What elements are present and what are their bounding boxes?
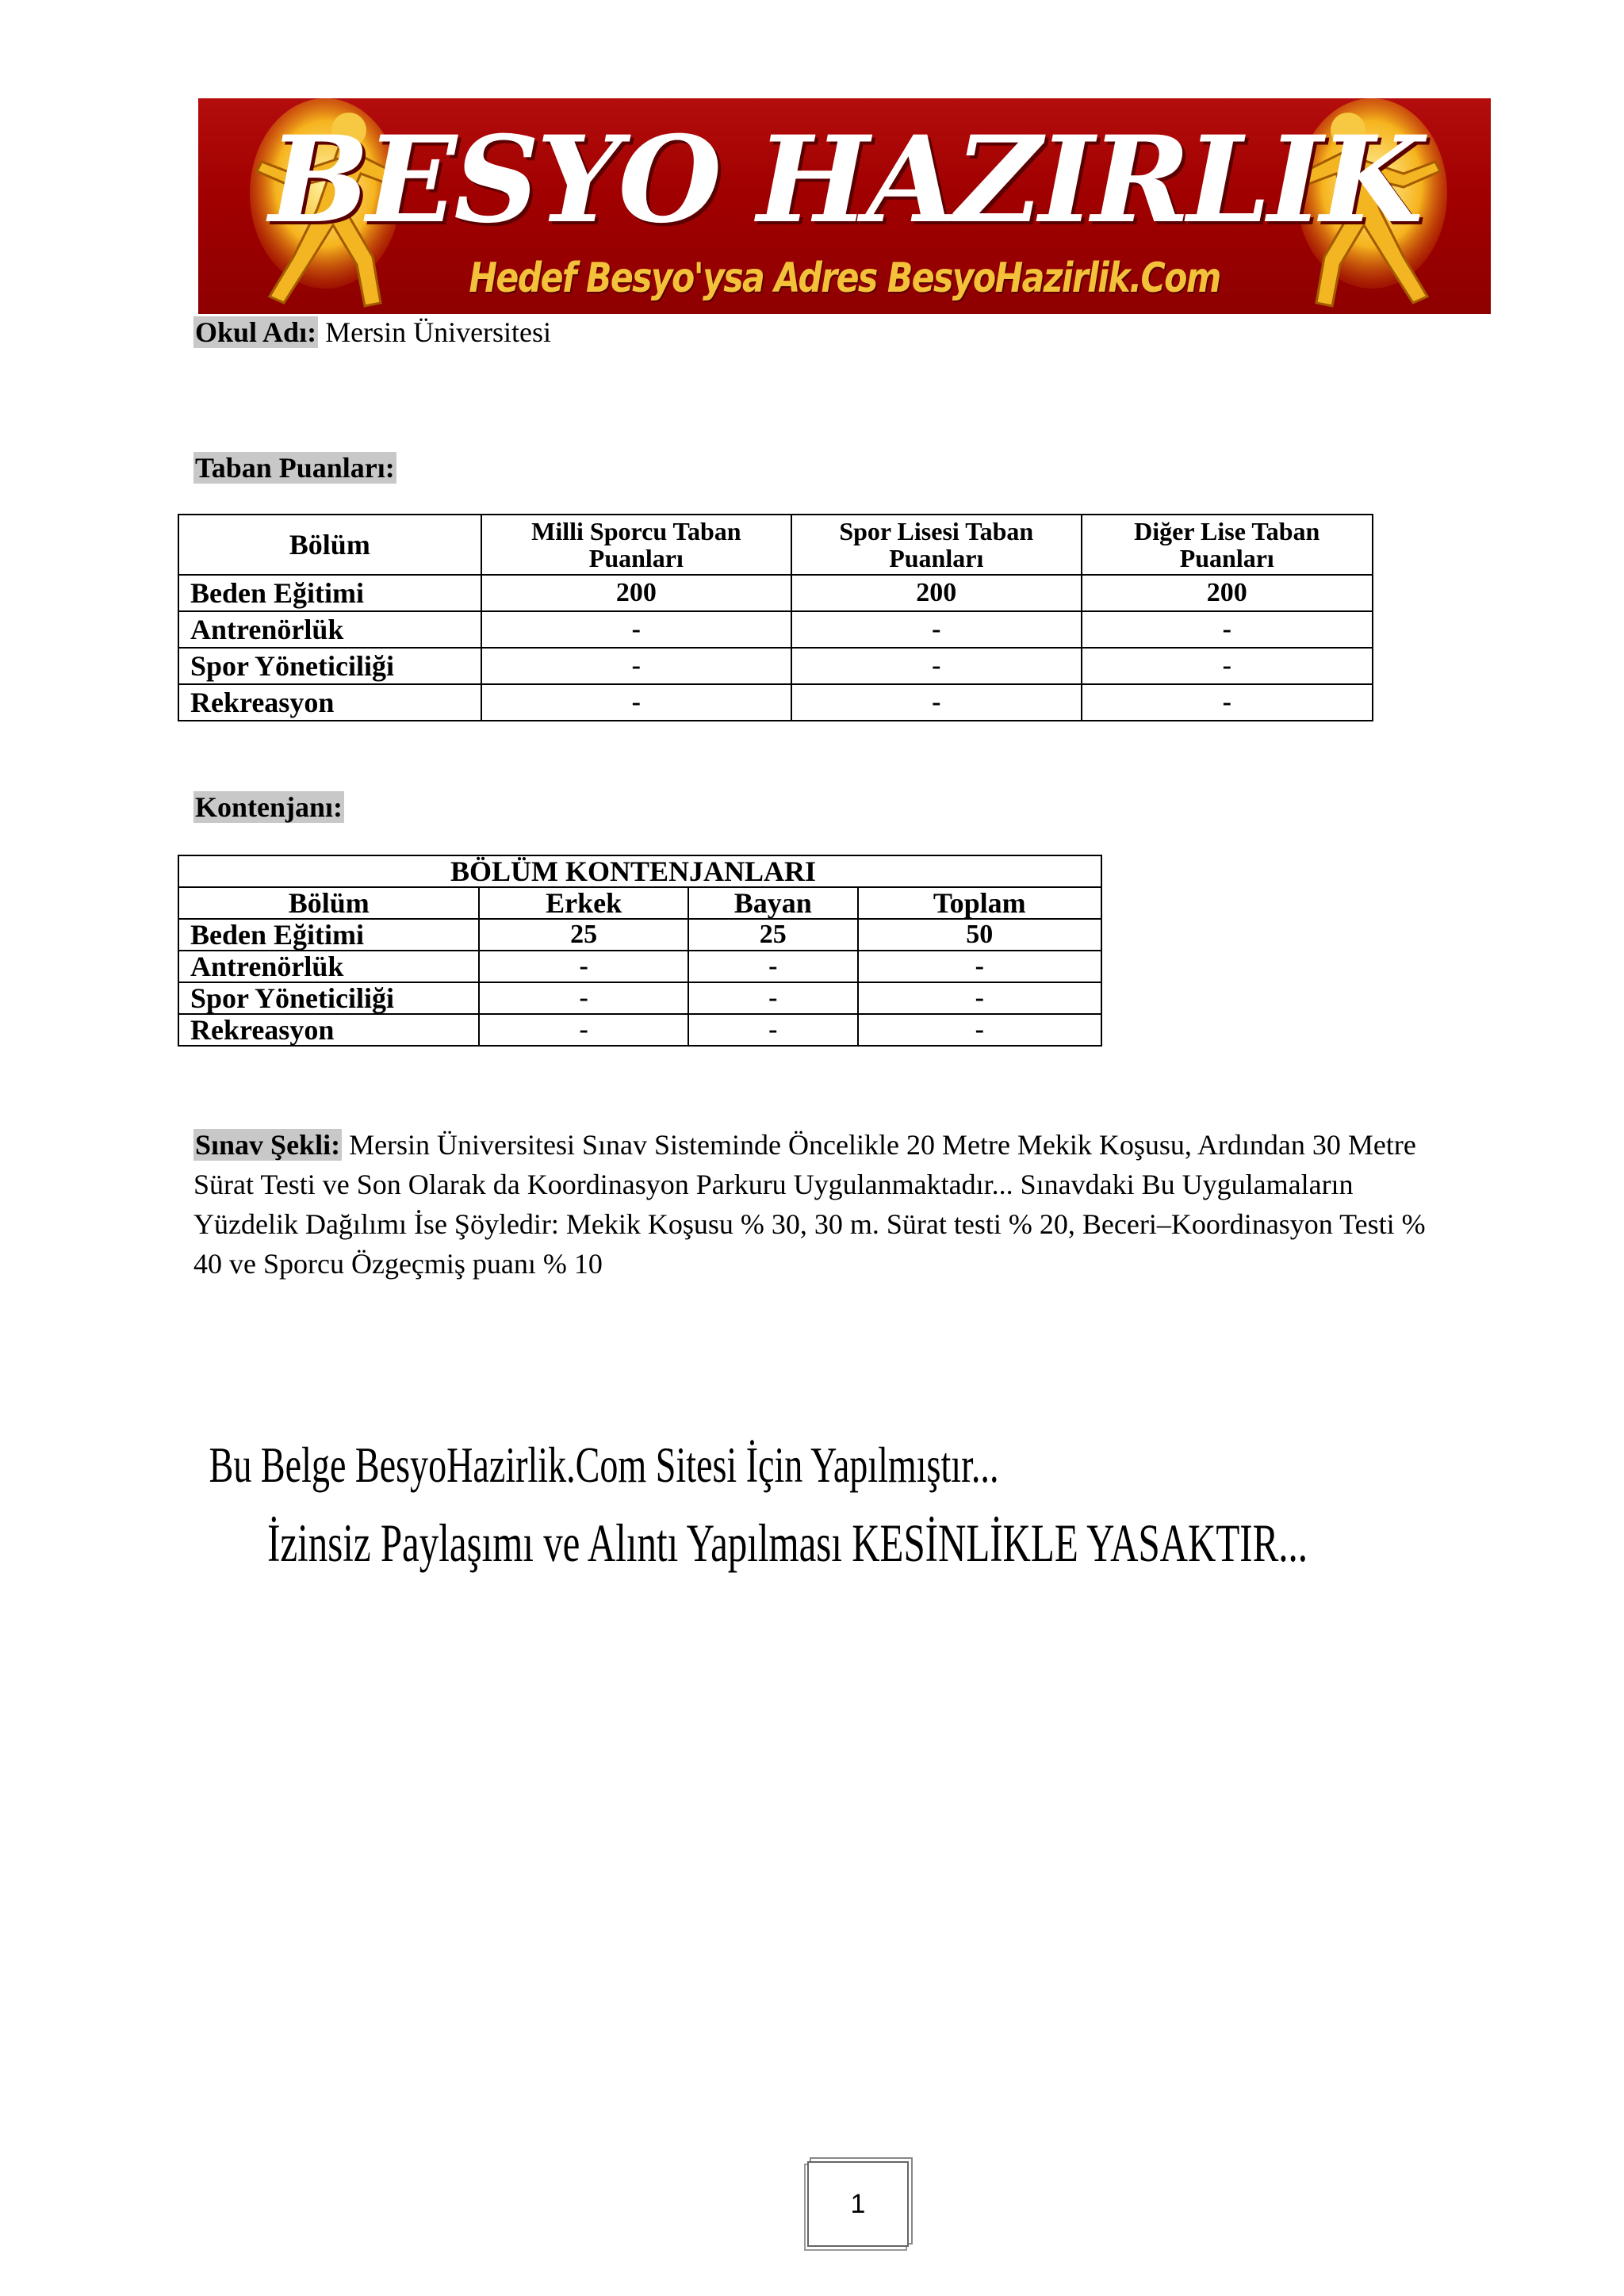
column-header: Diğer Lise Taban Puanları [1082, 515, 1373, 575]
table-cell: 25 [479, 919, 688, 951]
table-cell: - [688, 951, 858, 982]
header-banner [198, 98, 1491, 314]
taban-section-heading [193, 450, 396, 485]
table-row [178, 919, 1101, 951]
table-row [178, 1014, 1101, 1046]
table-cell: 200 [481, 575, 791, 611]
page-number-box [807, 2161, 909, 2247]
table-row [178, 982, 1101, 1014]
table-cell: 50 [858, 919, 1101, 951]
table-cell: 200 [1082, 575, 1373, 611]
row-header: Spor Yöneticiliği [178, 982, 479, 1014]
table-cell: - [479, 982, 688, 1014]
table-cell: - [479, 951, 688, 982]
table-cell: - [1082, 648, 1373, 684]
table-row [178, 575, 1373, 611]
school-label: Okul Adı: [195, 316, 317, 348]
table-header-row [178, 515, 1373, 575]
column-header: Erkek [479, 887, 688, 919]
table-title: BÖLÜM KONTENJANLARI [178, 855, 1101, 887]
row-header: Spor Yöneticiliği [178, 648, 481, 684]
table-header-row [178, 887, 1101, 919]
table-cell: - [481, 684, 791, 721]
column-header: Toplam [858, 887, 1101, 919]
taban-label: Taban Puanları: [195, 452, 395, 484]
school-line [193, 315, 551, 350]
row-header: Rekreasyon [178, 684, 481, 721]
column-header: Milli Sporcu Taban Puanları [481, 515, 791, 575]
table-cell: - [791, 684, 1081, 721]
row-header: Antrenörlük [178, 951, 479, 982]
column-header: Spor Lisesi Taban Puanları [791, 515, 1081, 575]
table-cell: - [481, 611, 791, 648]
banner-subtitle: Hedef Besyo'ysa Adres BesyoHazirlik.Com [469, 254, 1220, 302]
table-row [178, 951, 1101, 982]
table-row [178, 684, 1373, 721]
kontenjan-table [178, 855, 1102, 1047]
banner-title: BESYO HAZIRLIK [269, 110, 1420, 250]
row-header: Beden Eğitimi [178, 575, 481, 611]
column-header: Bayan [688, 887, 858, 919]
taban-puanlari-table [178, 514, 1373, 721]
kontenjan-section-heading [193, 790, 344, 825]
warning-line-1: Bu Belge BesyoHazirlik.Com Sitesi İçin Yapılmıştır... [209, 1437, 999, 1493]
kontenjan-label: Kontenjanı: [195, 791, 343, 823]
table-cell: - [858, 951, 1101, 982]
table-cell: - [688, 982, 858, 1014]
table-cell: - [481, 648, 791, 684]
table-cell: - [479, 1014, 688, 1046]
column-header: Bölüm [178, 515, 481, 575]
table-title-row [178, 855, 1101, 887]
warning-line-2: İzinsiz Paylaşımı ve Alıntı Yapılması KESİNLİKLE YASAKTIR... [267, 1513, 1308, 1573]
table-cell: - [858, 1014, 1101, 1046]
table-cell: 25 [688, 919, 858, 951]
table-cell: - [791, 611, 1081, 648]
sinav-label: Sınav Şekli: [195, 1129, 341, 1161]
sinav-paragraph [193, 1125, 1446, 1284]
page-number: 1 [850, 2188, 866, 2219]
row-header: Antrenörlük [178, 611, 481, 648]
column-header: Bölüm [178, 887, 479, 919]
table-row [178, 648, 1373, 684]
row-header: Rekreasyon [178, 1014, 479, 1046]
school-name: Mersin Üniversitesi [325, 316, 552, 348]
row-header: Beden Eğitimi [178, 919, 479, 951]
table-cell: - [1082, 611, 1373, 648]
sinav-text: Mersin Üniversitesi Sınav Sisteminde Öncelikle 20 Metre Mekik Koşusu, Ardından 30 Metre Sürat Testi ve Son Olarak da Koordinasyon Parkuru Uygulanmaktadır... Sınavdaki Bu Uygulamaların Yüzdelik Dağılımı İse Şöyledir: Mekik Koşusu % 30, 30 m. Sürat testi % 20, Beceri–Koordinasyon Testi % 40 ve Sporcu Özgeçmiş puanı % 10 [193, 1129, 1426, 1280]
table-cell: - [791, 648, 1081, 684]
table-row [178, 611, 1373, 648]
table-cell: - [1082, 684, 1373, 721]
table-cell: 200 [791, 575, 1081, 611]
table-cell: - [858, 982, 1101, 1014]
table-cell: - [688, 1014, 858, 1046]
